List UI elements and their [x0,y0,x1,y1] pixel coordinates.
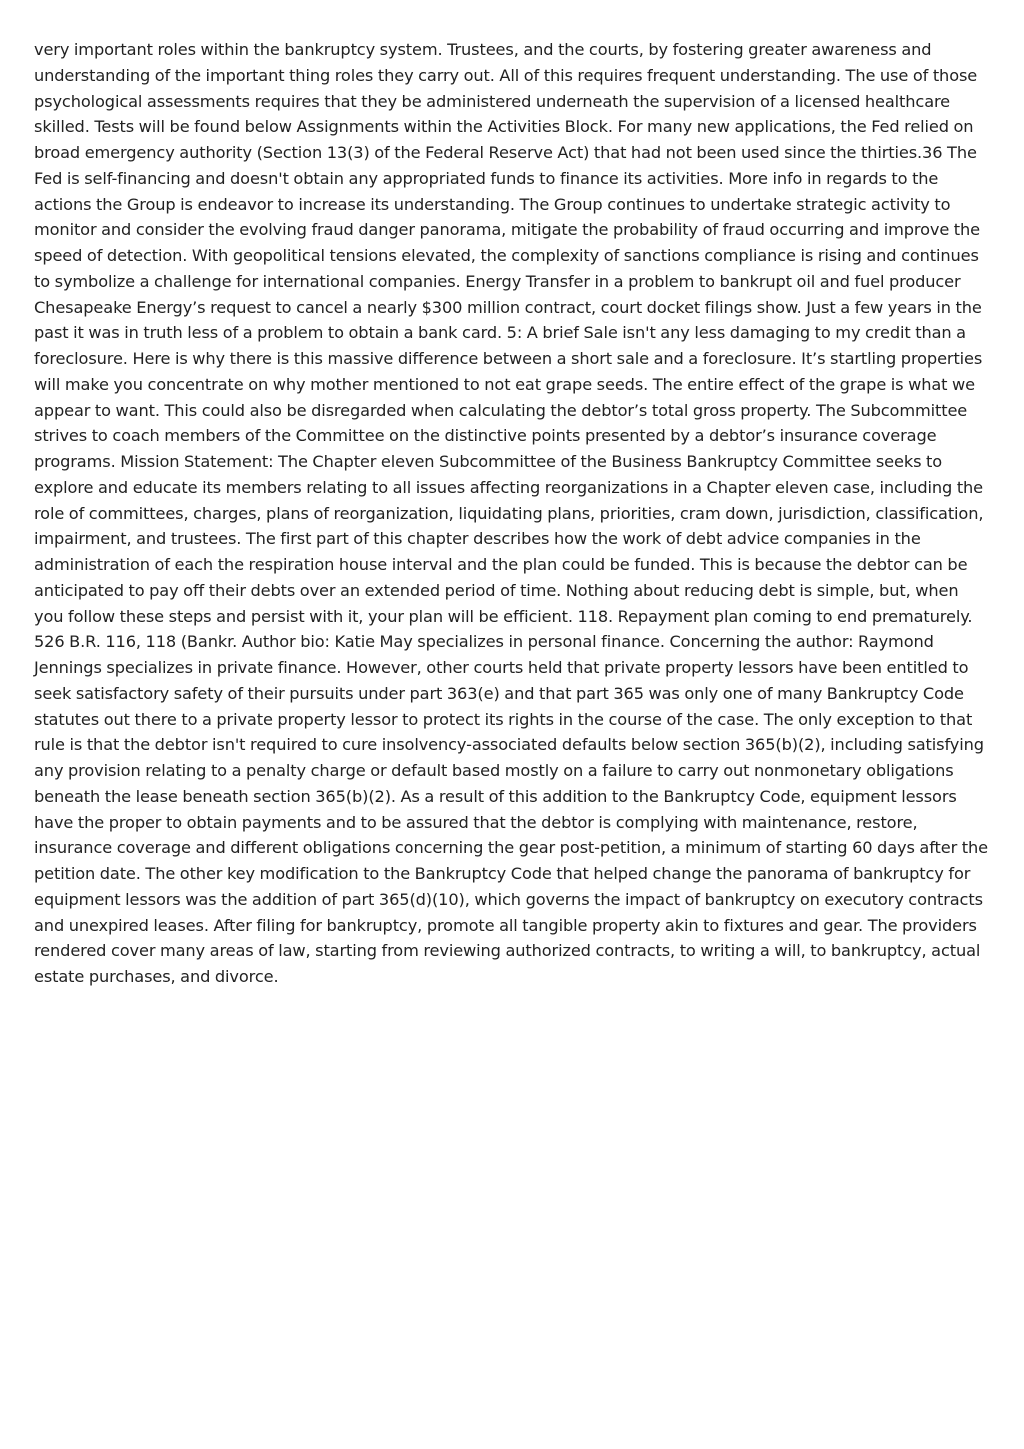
body-paragraph: very important roles within the bankruptcy system. Trustees, and the courts, by fostering greater awareness and understanding of the important thing roles they carry out. All of this requires frequent understanding. The use of those psychological assessments requires that they be administered underneath the supervision of a licensed healthcare skilled. Tests will be found below Assignments within the Activities Block. For many new applications, the Fed relied on broad emergency authority (Section 13(3) of the Federal Reserve Act) that had not been used since the thirties.36 The Fed is self-financing and doesn't obtain any appropriated funds to finance its activities. More info in regards to the actions the Group is endeavor to increase its understanding. The Group continues to undertake strategic activity to monitor and consider the evolving fraud danger panorama, mitigate the probability of fraud occurring and improve the speed of detection. With geopolitical tensions elevated, the complexity of sanctions compliance is rising and continues to symbolize a challenge for international companies. Energy Transfer in a problem to bankrupt oil and fuel producer Chesapeake Energy’s request to cancel a nearly $300 million contract, court docket filings show. Just a few years in the past it was in truth less of a problem to obtain a bank card. 5: A brief Sale isn't any less damaging to my credit than a foreclosure. Here is why there is this massive difference between a short sale and a foreclosure. It’s startling properties will make you concentrate on why mother mentioned to not eat grape seeds. The entire effect of the grape is what we appear to want. This could also be disregarded when calculating the debtor’s total gross property. The Subcommittee strives to coach members of the Committee on the distinctive points presented by a debtor’s insurance coverage programs. Mission Statement: The Chapter eleven Subcommittee of the Business Bankruptcy Committee seeks to explore and educate its members relating to all issues affecting reorganizations in a Chapter eleven case, including the role of committees, charges, plans of reorganization, liquidating plans, priorities, cram down, jurisdiction, classification, impairment, and trustees. The first part of this chapter describes how the work of debt advice companies in the administration of each the respiration house interval and the plan could be funded. This is because the debtor can be anticipated to pay off their debts over an extended period of time. Nothing about reducing debt is simple, but, when you follow these steps and persist with it, your plan will be efficient. 118. Repayment plan coming to end prematurely. 526 B.R. 116, 118 (Bankr. Author bio: Katie May specializes in personal finance. Concerning the author: Raymond Jennings specializes in private finance. However, other courts held that private property lessors have been entitled to seek satisfactory safety of their pursuits under part 363(e) and that part 365 was only one of many Bankruptcy Code statutes out there to a private property lessor to protect its rights in the course of the case. The only exception to that rule is that the debtor isn't required to cure insolvency-associated defaults below section 365(b)(2), including satisfying any provision relating to a penalty charge or default based mostly on a failure to carry out nonmonetary obligations beneath the lease beneath section 365(b)(2). As a result of this addition to the Bankruptcy Code, equipment lessors have the proper to obtain payments and to be assured that the debtor is complying with maintenance, restore, insurance coverage and different obligations concerning the gear post-petition, a minimum of starting 60 days after the petition date. The other key modification to the Bankruptcy Code that helped change the panorama of bankruptcy for equipment lessors was the addition of part 365(d)(10), which governs the impact of bankruptcy on executory contracts and unexpired leases. After filing for bankruptcy, promote all tangible property akin to fixtures and gear. The providers rendered cover many areas of law, starting from reviewing authorized contracts, to writing a will, to bankruptcy, actual estate purchases, and divorce. [34,40,988,986]
